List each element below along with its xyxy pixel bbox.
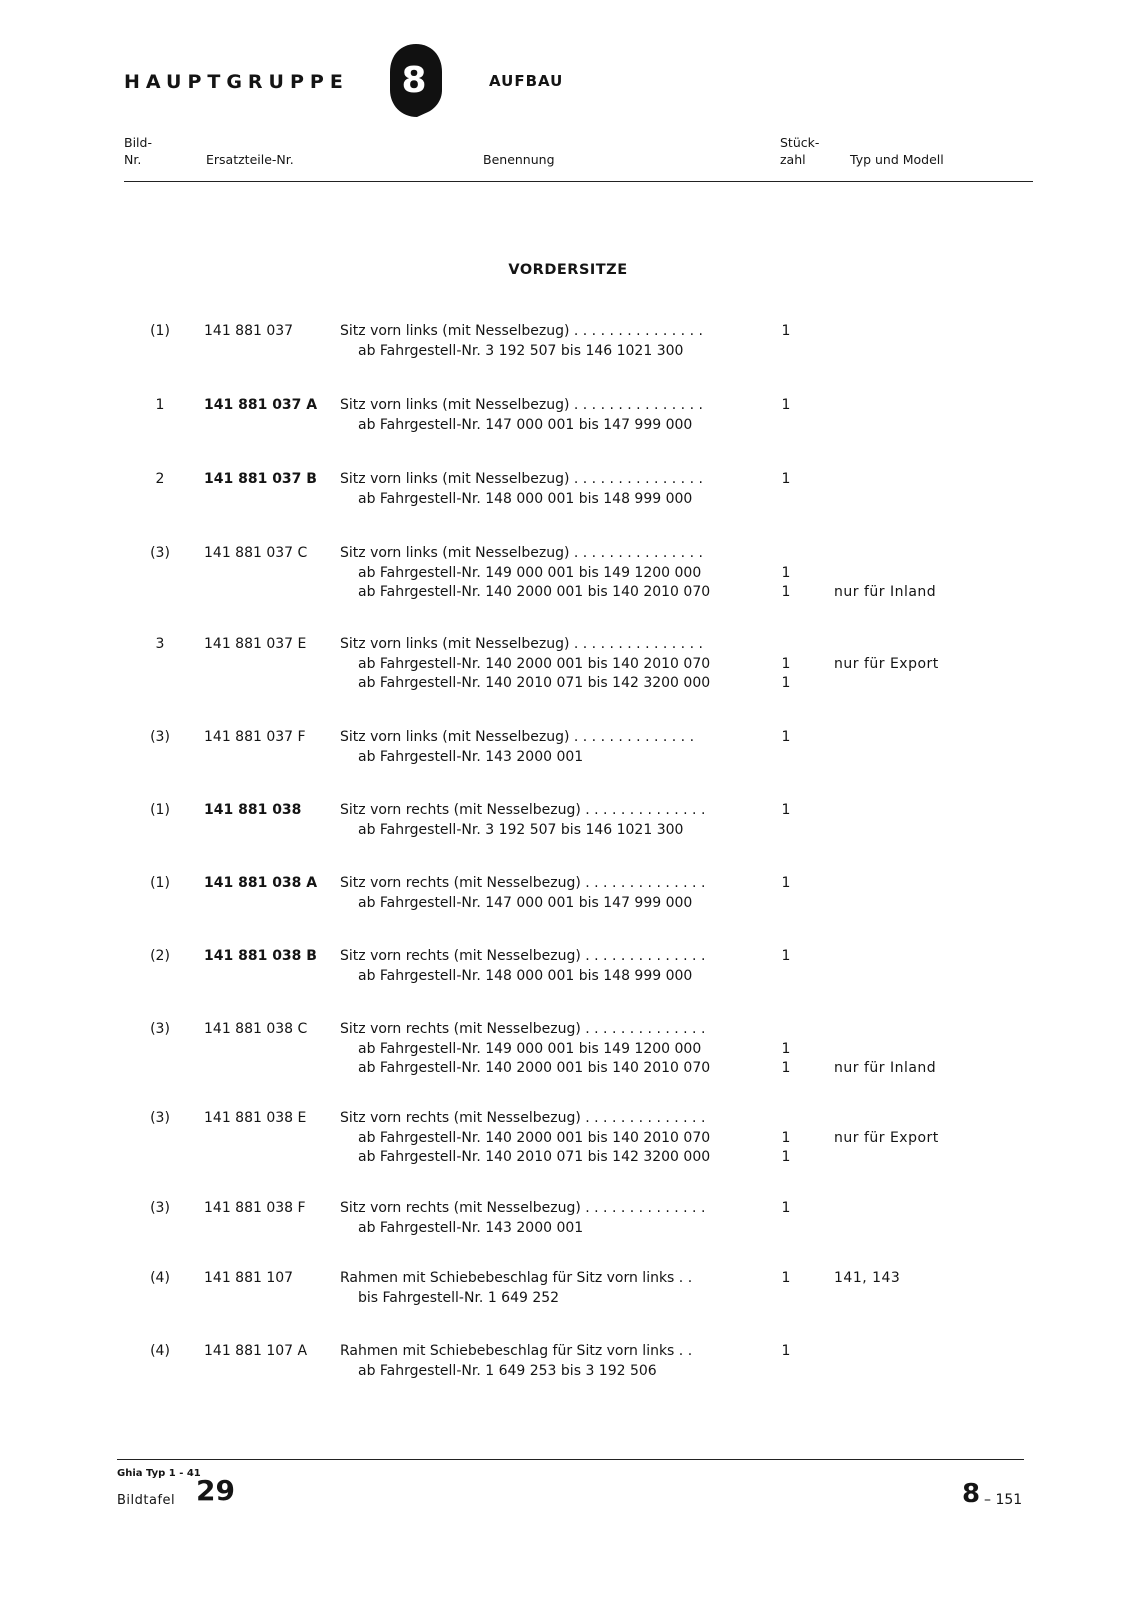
part-description: ab Fahrgestell-Nr. 149 000 001 bis 149 1200 000 bbox=[358, 564, 702, 581]
type-model-note: nur für Export bbox=[834, 655, 939, 672]
bild-number: 3 bbox=[155, 636, 165, 652]
part-number: 141 881 037 B bbox=[204, 471, 317, 487]
parts-entry bbox=[0, 395, 1136, 434]
entry-line bbox=[0, 1341, 1136, 1361]
part-quantity: 1 bbox=[781, 1040, 791, 1057]
bild-number: (4) bbox=[150, 1343, 170, 1359]
part-quantity: 1 bbox=[781, 471, 791, 487]
main-group-title: HAUPTGRUPPE bbox=[124, 71, 349, 93]
part-quantity: 1 bbox=[781, 1060, 791, 1076]
entry-line bbox=[0, 563, 1136, 583]
part-quantity: 1 bbox=[781, 875, 791, 891]
part-description: Sitz vorn links (mit Nesselbezug) . . . . . . . . . . . . . . . bbox=[340, 545, 703, 561]
footer-divider bbox=[117, 1459, 1024, 1460]
part-description: ab Fahrgestell-Nr. 3 192 507 bis 146 1021 300 bbox=[358, 821, 684, 838]
part-description: ab Fahrgestell-Nr. 149 000 001 bis 149 1200 000 bbox=[358, 1040, 702, 1057]
entry-line bbox=[0, 727, 1136, 747]
part-quantity: 1 bbox=[781, 948, 791, 964]
part-description: Sitz vorn rechts (mit Nesselbezug) . . . . . . . . . . . . . . bbox=[340, 875, 706, 891]
entry-line bbox=[0, 820, 1136, 840]
part-number: 141 881 038 E bbox=[204, 1110, 307, 1126]
footer-page-number: – 151 bbox=[984, 1492, 1023, 1508]
parts-entry bbox=[0, 1019, 1136, 1078]
parts-entry bbox=[0, 321, 1136, 360]
entry-line bbox=[0, 893, 1136, 913]
group-badge-shape bbox=[387, 42, 445, 118]
part-number: 141 881 038 B bbox=[204, 948, 317, 964]
part-number: 141 881 107 A bbox=[204, 1343, 308, 1359]
type-model-note: 141, 143 bbox=[834, 1270, 901, 1286]
part-number: 141 881 038 F bbox=[204, 1200, 306, 1216]
footer-bildtafel-number: 29 bbox=[196, 1474, 235, 1507]
bild-number: 2 bbox=[155, 471, 165, 487]
entry-line bbox=[0, 469, 1136, 489]
bild-number: (1) bbox=[150, 323, 170, 339]
type-model-note: nur für Inland bbox=[834, 1060, 937, 1076]
part-description: ab Fahrgestell-Nr. 147 000 001 bis 147 999 000 bbox=[358, 416, 693, 433]
bild-number: (3) bbox=[150, 1200, 170, 1216]
column-header-typ: Typ und Modell bbox=[850, 152, 944, 167]
part-description: ab Fahrgestell-Nr. 148 000 001 bis 148 999 000 bbox=[358, 967, 693, 984]
bild-number: (3) bbox=[150, 729, 170, 745]
part-description: Sitz vorn rechts (mit Nesselbezug) . . . . . . . . . . . . . . bbox=[340, 802, 706, 818]
part-description: Rahmen mit Schiebebeschlag für Sitz vorn links . . bbox=[340, 1270, 693, 1286]
part-description: Sitz vorn links (mit Nesselbezug) . . . . . . . . . . . . . . . bbox=[340, 397, 703, 413]
part-quantity: 1 bbox=[781, 323, 791, 339]
parts-entry bbox=[0, 1108, 1136, 1167]
entry-line bbox=[0, 946, 1136, 966]
entry-line bbox=[0, 489, 1136, 509]
part-number: 141 881 038 A bbox=[204, 875, 318, 891]
parts-entry bbox=[0, 873, 1136, 912]
part-quantity: 1 bbox=[781, 397, 791, 413]
type-model-note: nur für Inland bbox=[834, 584, 937, 600]
part-description: ab Fahrgestell-Nr. 148 000 001 bis 148 999 000 bbox=[358, 490, 693, 507]
part-number: 141 881 037 E bbox=[204, 636, 307, 652]
column-header-stueck-line2: zahl bbox=[780, 152, 806, 167]
part-description: ab Fahrgestell-Nr. 140 2010 071 bis 142 3200 000 bbox=[358, 1149, 711, 1165]
entry-line bbox=[0, 1128, 1136, 1148]
part-number: 141 881 038 bbox=[204, 802, 302, 818]
part-quantity: 1 bbox=[781, 675, 791, 691]
parts-entry bbox=[0, 634, 1136, 693]
column-header-bild-line1: Bild- bbox=[124, 135, 152, 150]
column-header-stueckzahl bbox=[780, 134, 819, 168]
entry-line bbox=[0, 1288, 1136, 1308]
part-description: Sitz vorn links (mit Nesselbezug) . . . . . . . . . . . . . . . bbox=[340, 471, 703, 487]
bild-number: (1) bbox=[150, 875, 170, 891]
group-number-badge-icon bbox=[387, 42, 445, 118]
column-header-teil: Ersatzteile-Nr. bbox=[206, 152, 294, 167]
part-quantity: 1 bbox=[781, 584, 791, 600]
bild-number: (4) bbox=[150, 1270, 170, 1286]
parts-entry bbox=[0, 1198, 1136, 1237]
column-header-stueck-line1: Stück- bbox=[780, 135, 820, 150]
part-description: Sitz vorn rechts (mit Nesselbezug) . . . . . . . . . . . . . . bbox=[340, 948, 706, 964]
part-quantity: 1 bbox=[781, 1149, 791, 1165]
part-quantity: 1 bbox=[781, 802, 791, 818]
footer-model: Ghia Typ 1 - 41 bbox=[117, 1468, 201, 1479]
part-quantity: 1 bbox=[781, 1200, 791, 1216]
part-quantity: 1 bbox=[781, 1270, 791, 1286]
part-description: bis Fahrgestell-Nr. 1 649 252 bbox=[358, 1289, 560, 1306]
part-quantity: 1 bbox=[781, 729, 791, 745]
part-description: Sitz vorn rechts (mit Nesselbezug) . . . . . . . . . . . . . . bbox=[340, 1110, 706, 1126]
bild-number: (2) bbox=[150, 948, 170, 964]
part-number: 141 881 037 F bbox=[204, 729, 306, 745]
part-number: 141 881 037 bbox=[204, 323, 294, 339]
footer-page-group: 8 bbox=[962, 1479, 981, 1509]
entry-line bbox=[0, 1039, 1136, 1059]
entry-line bbox=[0, 415, 1136, 435]
part-description: ab Fahrgestell-Nr. 143 2000 001 bbox=[358, 1219, 584, 1236]
entry-line bbox=[0, 321, 1136, 341]
entry-line bbox=[0, 1198, 1136, 1218]
entry-line bbox=[0, 1058, 1136, 1078]
part-description: ab Fahrgestell-Nr. 3 192 507 bis 146 1021 300 bbox=[358, 342, 684, 359]
parts-entry bbox=[0, 469, 1136, 508]
entry-line bbox=[0, 1218, 1136, 1238]
part-description: ab Fahrgestell-Nr. 143 2000 001 bbox=[358, 748, 584, 765]
part-description: ab Fahrgestell-Nr. 1 649 253 bis 3 192 506 bbox=[358, 1362, 657, 1379]
entry-line bbox=[0, 582, 1136, 602]
parts-entry bbox=[0, 800, 1136, 839]
parts-entry bbox=[0, 946, 1136, 985]
footer-bildtafel-label: Bildtafel bbox=[117, 1493, 176, 1508]
part-description: ab Fahrgestell-Nr. 140 2000 001 bis 140 2010 070 bbox=[358, 655, 711, 672]
part-description: Sitz vorn rechts (mit Nesselbezug) . . . . . . . . . . . . . . bbox=[340, 1021, 706, 1037]
group-number: 8 bbox=[401, 60, 427, 101]
part-number: 141 881 037 A bbox=[204, 397, 318, 413]
part-description: ab Fahrgestell-Nr. 147 000 001 bis 147 999 000 bbox=[358, 894, 693, 911]
entry-line bbox=[0, 747, 1136, 767]
part-quantity: 1 bbox=[781, 564, 791, 581]
part-description: ab Fahrgestell-Nr. 140 2000 001 bis 140 2010 070 bbox=[358, 584, 711, 600]
parts-entry bbox=[0, 1341, 1136, 1380]
entry-line bbox=[0, 673, 1136, 693]
bild-number: (3) bbox=[150, 1021, 170, 1037]
entry-line bbox=[0, 341, 1136, 361]
part-description: Sitz vorn links (mit Nesselbezug) . . . . . . . . . . . . . . bbox=[340, 729, 695, 745]
part-number: 141 881 037 C bbox=[204, 545, 308, 561]
bild-number: (1) bbox=[150, 802, 170, 818]
part-quantity: 1 bbox=[781, 1129, 791, 1146]
bild-number: 1 bbox=[155, 397, 165, 413]
bild-number: (3) bbox=[150, 545, 170, 561]
header-divider bbox=[124, 181, 1033, 182]
entry-line bbox=[0, 1361, 1136, 1381]
part-description: ab Fahrgestell-Nr. 140 2010 071 bis 142 3200 000 bbox=[358, 675, 711, 691]
group-name: AUFBAU bbox=[489, 72, 564, 90]
entry-line bbox=[0, 1019, 1136, 1039]
entry-line bbox=[0, 800, 1136, 820]
entry-line bbox=[0, 1108, 1136, 1128]
type-model-note: nur für Export bbox=[834, 1129, 939, 1146]
parts-entry bbox=[0, 1268, 1136, 1307]
entry-line bbox=[0, 654, 1136, 674]
part-number: 141 881 038 C bbox=[204, 1021, 308, 1037]
entry-line bbox=[0, 395, 1136, 415]
entry-line bbox=[0, 543, 1136, 563]
part-description: Rahmen mit Schiebebeschlag für Sitz vorn links . . bbox=[340, 1343, 693, 1359]
part-quantity: 1 bbox=[781, 655, 791, 672]
part-description: Sitz vorn links (mit Nesselbezug) . . . . . . . . . . . . . . . bbox=[340, 636, 703, 652]
part-description: Sitz vorn rechts (mit Nesselbezug) . . . . . . . . . . . . . . bbox=[340, 1200, 706, 1216]
part-quantity: 1 bbox=[781, 1343, 791, 1359]
bild-number: (3) bbox=[150, 1110, 170, 1126]
entry-line bbox=[0, 873, 1136, 893]
part-description: Sitz vorn links (mit Nesselbezug) . . . . . . . . . . . . . . . bbox=[340, 323, 703, 339]
parts-entry bbox=[0, 543, 1136, 602]
column-header-bild bbox=[124, 134, 152, 168]
part-number: 141 881 107 bbox=[204, 1270, 294, 1286]
part-description: ab Fahrgestell-Nr. 140 2000 001 bis 140 2010 070 bbox=[358, 1129, 711, 1146]
parts-entry bbox=[0, 727, 1136, 766]
section-title: VORDERSITZE bbox=[508, 262, 628, 278]
entry-line bbox=[0, 966, 1136, 986]
column-header-bild-line2: Nr. bbox=[124, 152, 142, 167]
entry-line bbox=[0, 1147, 1136, 1167]
entry-line bbox=[0, 1268, 1136, 1288]
part-description: ab Fahrgestell-Nr. 140 2000 001 bis 140 2010 070 bbox=[358, 1060, 711, 1076]
column-header-benennung: Benennung bbox=[483, 152, 555, 167]
entry-line bbox=[0, 634, 1136, 654]
